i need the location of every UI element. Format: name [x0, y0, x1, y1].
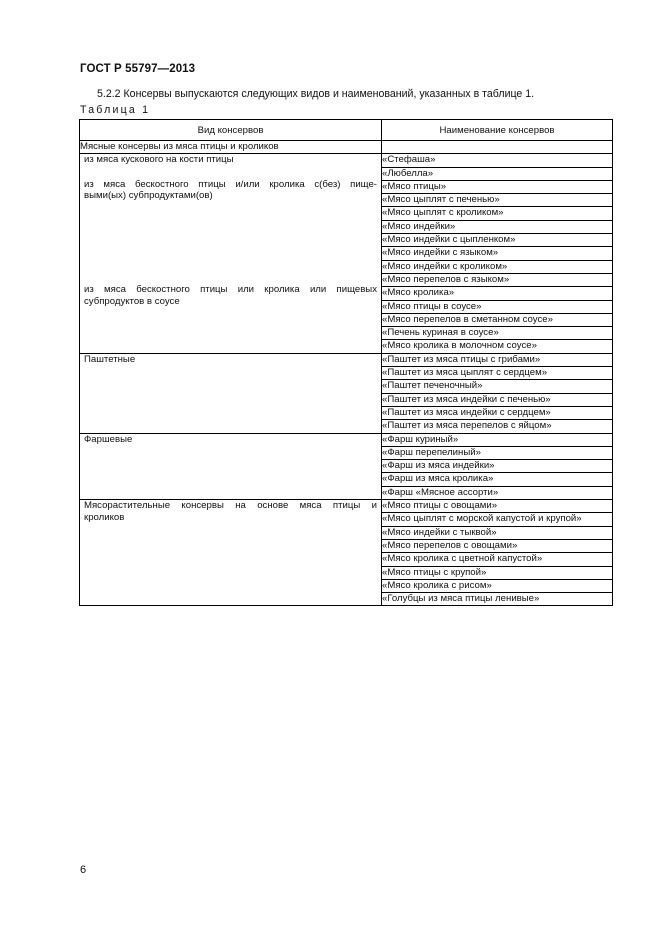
kind-item: кроликов [84, 511, 125, 523]
list-item: «Мясо птицы» [382, 180, 612, 193]
names-cell-group-3 [382, 433, 613, 499]
list-item: «Мясо цыплят с морской капустой и крупой» [382, 513, 612, 526]
names-list [382, 354, 612, 433]
list-item: «Мясо птицы в соусе» [382, 300, 612, 313]
list-item: «Паштет из мяса перепелов с яйцом» [382, 420, 552, 432]
kind-cell-group-3 [80, 433, 382, 499]
page-number: 6 [80, 864, 87, 876]
list-item: «Фарш из мяса индейки» [382, 460, 612, 473]
table-caption: Таблица 1 [80, 104, 151, 116]
names-list [382, 154, 612, 352]
list-item: «Мясо индейки с кроликом» [382, 260, 612, 273]
names-list [382, 434, 612, 499]
list-item: «Мясо индейки с языком» [382, 247, 612, 260]
document-code: ГОСТ Р 55797—2013 [80, 63, 196, 75]
list-item: «Печень куриная в соусе» [382, 327, 612, 340]
list-item: «Любелла» [382, 167, 612, 180]
canned-goods-table [79, 119, 613, 606]
list-item: «Мясо кролика» [382, 287, 612, 300]
kind-item: выми(ых) субпродуктами(ов) [84, 190, 213, 202]
list-item: «Мясо кролика с рисом» [382, 579, 612, 592]
list-item: «Мясо индейки с тыквой» [382, 526, 612, 539]
list-item: «Мясо перепелов в сметанном соусе» [382, 313, 612, 326]
kind-item: из мяса бескостного птицы или кролика или пищевых [84, 284, 377, 296]
names-cell-group-4 [382, 500, 613, 606]
intro-paragraph: 5.2.2 Консервы выпускаются следующих видов и наименований, указанных в таблице 1. [97, 88, 535, 100]
list-item: «Мясо индейки с цыпленком» [382, 234, 612, 247]
list-item: «Паштет из мяса птицы с грибами» [382, 354, 612, 367]
column-header-name: Наименование консервов [382, 120, 613, 141]
kind-item: из мяса кускового на кости птицы [84, 154, 234, 166]
table-cell-empty [382, 141, 613, 154]
kind-item: Паштетные [84, 353, 136, 365]
list-item: «Паштет из мяса индейки с сердцем» [382, 406, 612, 419]
list-item: «Паштет из мяса цыплят с сердцем» [382, 367, 612, 380]
list-item: «Голубцы из мяса птицы ленивые» [382, 593, 540, 605]
column-header-kind: Вид консервов [80, 120, 382, 141]
list-item: «Паштет из мяса индейки с печенью» [382, 393, 612, 406]
list-item: «Мясо кролика с цветной капустой» [382, 553, 612, 566]
kind-cell-group-4 [80, 500, 382, 606]
names-list [382, 500, 612, 605]
list-item: «Мясо кролика в молочном соусе» [382, 340, 537, 352]
names-cell-group-2 [382, 353, 613, 433]
list-item: «Мясо перепелов с овощами» [382, 539, 612, 552]
kind-item: Фаршевые [84, 433, 133, 445]
list-item: «Фарш куриный» [382, 434, 612, 447]
list-item: «Стефаша» [382, 154, 612, 167]
list-item: «Мясо птицы с овощами» [382, 500, 612, 513]
list-item: «Фарш «Мясное ассорти» [382, 486, 499, 498]
list-item: «Мясо цыплят с печенью» [382, 194, 612, 207]
table-row-category: Мясные консервы из мяса птицы и кроликов [80, 141, 382, 154]
list-item: «Мясо птицы с крупой» [382, 566, 612, 579]
list-item: «Паштет печеночный» [382, 380, 612, 393]
kind-item: из мяса бескостного птицы и/или кролика с(без) пище- [84, 178, 377, 190]
kind-cell-group-2 [80, 353, 382, 433]
kind-item: субпродуктов в соусе [84, 295, 180, 307]
kind-item: Мясорастительные консервы на основе мяса птицы и [84, 500, 377, 512]
names-cell-group-1 [382, 154, 613, 353]
list-item: «Фарш из мяса кролика» [382, 473, 612, 486]
list-item: «Фарш перепелиный» [382, 446, 612, 459]
list-item: «Мясо цыплят с кроликом» [382, 207, 612, 220]
kind-cell-group-1 [80, 154, 382, 353]
list-item: «Мясо индейки» [382, 220, 612, 233]
list-item: «Мясо перепелов с языком» [382, 273, 612, 286]
